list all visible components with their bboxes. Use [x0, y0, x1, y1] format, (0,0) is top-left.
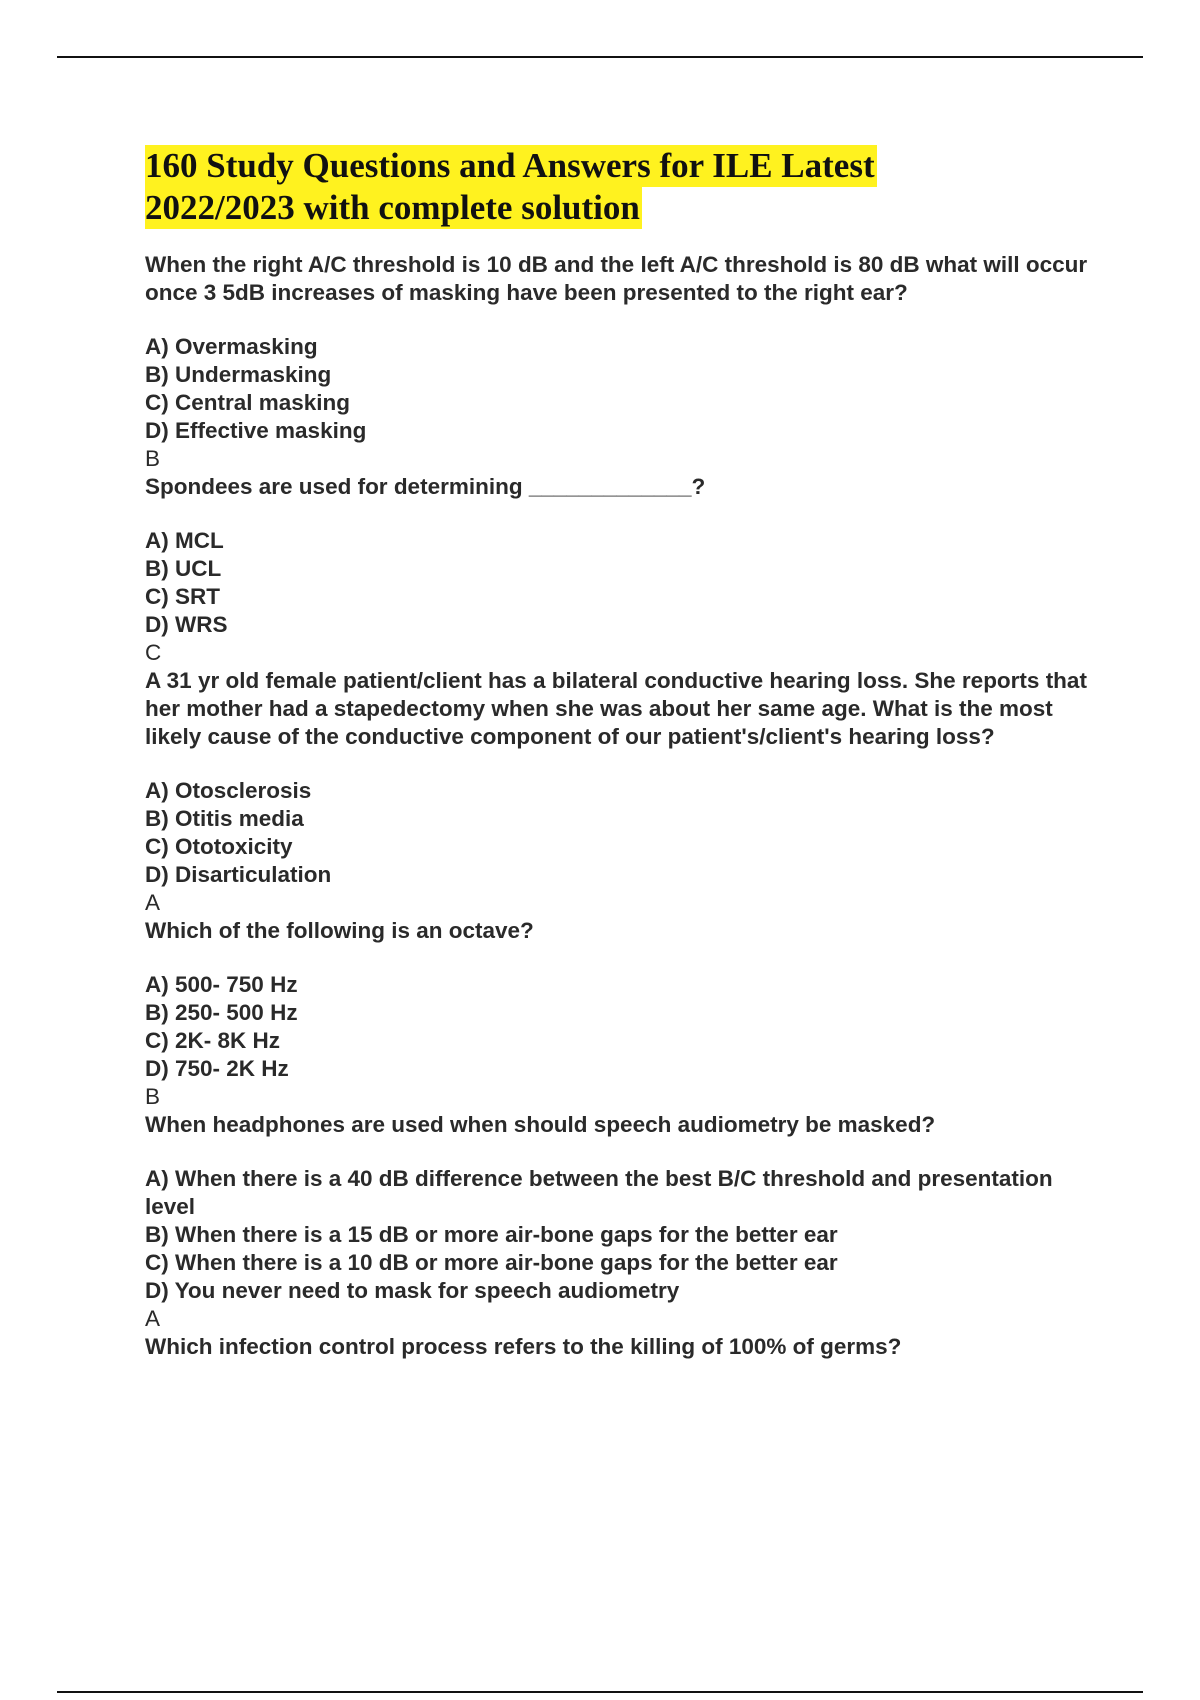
question-block	[145, 1333, 1105, 1361]
answer-options	[145, 527, 1105, 639]
answer-options	[145, 971, 1105, 1083]
correct-answer: A	[145, 890, 161, 915]
answer-option: C) 2K- 8K Hz	[145, 1028, 281, 1053]
correct-answer: B	[145, 446, 161, 471]
question-block	[145, 1111, 1105, 1333]
answer-option: D) WRS	[145, 612, 228, 637]
answer-option: C) When there is a 10 dB or more air-bone gaps for the better ear	[145, 1250, 838, 1275]
document-title	[145, 145, 1105, 229]
title-line-2: 2022/2023 with complete solution	[145, 188, 640, 227]
answer-option: A) MCL	[145, 528, 224, 553]
answer-options	[145, 333, 1105, 445]
answer-option: D) Effective masking	[145, 418, 367, 443]
question-block	[145, 473, 1105, 667]
answer-option: C) SRT	[145, 584, 220, 609]
answer-option: D) You never need to mask for speech audiometry	[145, 1278, 680, 1303]
answer-option: D) Disarticulation	[145, 862, 332, 887]
correct-answer: C	[145, 640, 162, 665]
question-text: Spondees are used for determining _____________?	[145, 474, 706, 499]
question-block	[145, 917, 1105, 1111]
answer-option: A) 500- 750 Hz	[145, 972, 298, 997]
question-text: Which of the following is an octave?	[145, 918, 534, 943]
question-block	[145, 667, 1105, 917]
answer-option: B) 250- 500 Hz	[145, 1000, 298, 1025]
correct-answer: A	[145, 1306, 161, 1331]
answer-option: A) Otosclerosis	[145, 778, 312, 803]
answer-option: B) Undermasking	[145, 362, 332, 387]
question-text: A 31 yr old female patient/client has a bilateral conductive hearing loss. She reports that her mother had a stapedectomy when she was about her same age. What is the most likely cause of the conductive component of our patient's/client's hearing loss?	[145, 668, 1087, 749]
header-rule	[57, 56, 1143, 58]
answer-option: B) UCL	[145, 556, 222, 581]
answer-option: A) Overmasking	[145, 334, 318, 359]
answer-options	[145, 777, 1105, 889]
answer-option: B) Otitis media	[145, 806, 304, 831]
answer-option: C) Ototoxicity	[145, 834, 293, 859]
question-text: When the right A/C threshold is 10 dB and the left A/C threshold is 80 dB what will occur once 3 5dB increases of masking have been presented to the right ear?	[145, 252, 1088, 305]
footer-rule	[57, 1691, 1143, 1693]
question-list	[145, 251, 1105, 1361]
question-text: Which infection control process refers to the killing of 100% of germs?	[145, 1334, 902, 1359]
question-text: When headphones are used when should speech audiometry be masked?	[145, 1112, 936, 1137]
correct-answer: B	[145, 1084, 161, 1109]
answer-option: C) Central masking	[145, 390, 351, 415]
answer-options	[145, 1165, 1105, 1305]
document-body	[145, 145, 1105, 1387]
title-line-1: 160 Study Questions and Answers for ILE Latest	[145, 146, 875, 185]
question-block	[145, 251, 1105, 473]
answer-option: D) 750- 2K Hz	[145, 1056, 289, 1081]
answer-option: B) When there is a 15 dB or more air-bone gaps for the better ear	[145, 1222, 838, 1247]
answer-option: A) When there is a 40 dB difference between the best B/C threshold and presentation level	[145, 1166, 1053, 1219]
